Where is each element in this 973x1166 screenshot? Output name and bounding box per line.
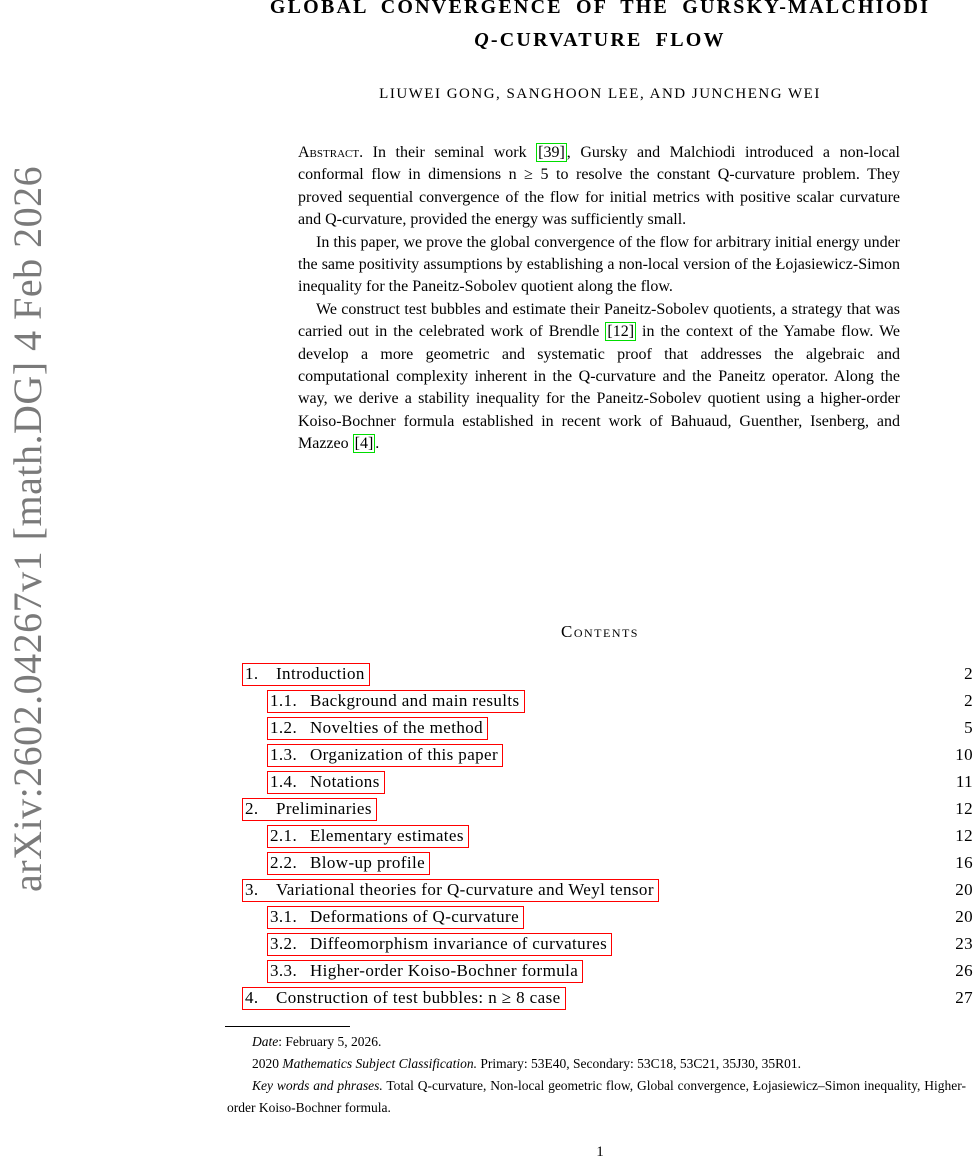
toc-number: 3.2. — [270, 934, 298, 953]
toc-number: 1.1. — [270, 691, 298, 710]
toc-page-number: 26 — [955, 961, 973, 980]
toc-page-number: 20 — [955, 880, 973, 899]
date-value: : February 5, 2026. — [278, 1034, 382, 1049]
citation-link[interactable]: [12] — [607, 323, 635, 341]
keywords-line — [227, 1075, 966, 1119]
toc-number: 1. — [245, 664, 259, 683]
toc-page-number: 10 — [955, 745, 973, 764]
toc-entry — [242, 933, 973, 960]
abstract-label: Abstract. — [298, 144, 373, 161]
toc-label: Higher-order Koiso-Bochner formula — [310, 961, 579, 980]
paper-title-q: Q — [474, 29, 491, 51]
toc-label: Construction of test bubbles: n ≥ 8 case — [276, 988, 561, 1007]
msc-line — [227, 1053, 966, 1075]
arxiv-watermark: arXiv:2602.04267v1 [math.DG] 4 Feb 2026 — [5, 165, 50, 892]
toc-number: 1.3. — [270, 745, 298, 764]
toc-number: 1.2. — [270, 718, 298, 737]
msc-year: 2020 — [252, 1056, 283, 1071]
toc-entry — [242, 906, 973, 933]
date-line — [227, 1031, 966, 1053]
toc-link[interactable] — [242, 987, 566, 1010]
toc-number: 4. — [245, 988, 259, 1007]
toc-label: Blow-up profile — [310, 853, 426, 872]
msc-label: Mathematics Subject Classification. — [282, 1056, 477, 1071]
toc-page-number: 20 — [955, 907, 973, 926]
toc-label: Background and main results — [310, 691, 520, 710]
toc-link[interactable] — [242, 798, 377, 821]
abstract-paragraph: In this paper, we prove the global convergence of the flow for arbitrary initial energy under the same positivity assumptions by establishing a non-local version of the Łojasiewicz-Simon inequality for the Paneitz-Sobolev quotient along the flow. — [298, 233, 900, 296]
date-label: Date — [252, 1034, 279, 1049]
footnote-rule — [225, 1026, 350, 1027]
abstract-paragraph: We construct test bubbles and estimate their Paneitz-Sobolev quotients, a strategy that was carried out in the celebrated work of Brendle [12] in the context of the Yamabe flow. We develop a more geometric and systematic proof that addresses the algebraic and computational complexity inherent in the Q-curvature and the Paneitz operator. Along the way, we derive a stability inequality for the Paneitz-Sobolev quotient using a higher-order Koiso-Bochner formula established in recent work of Bahuaud, Guenther, Isenberg, and Mazzeo [4] . — [298, 300, 900, 453]
toc-link[interactable] — [267, 690, 525, 713]
citation-link[interactable]: [4] — [354, 435, 374, 453]
toc-link[interactable] — [267, 744, 503, 767]
toc-page-number: 16 — [955, 853, 973, 872]
toc-label: Variational theories for Q-curvature and Weyl tensor — [276, 880, 654, 899]
toc-label: Organization of this paper — [310, 745, 499, 764]
toc-label: Notations — [310, 772, 380, 791]
toc-link[interactable] — [267, 933, 612, 956]
toc-link[interactable] — [242, 663, 370, 686]
toc-link[interactable] — [267, 717, 488, 740]
toc-number: 2.2. — [270, 853, 298, 872]
msc-codes: Primary: 53E40, Secondary: 53C18, 53C21, 35J30, 35R01. — [476, 1056, 801, 1071]
citation-link[interactable]: [39] — [538, 144, 565, 161]
keywords-label: Key words and phrases. — [252, 1078, 383, 1093]
toc-entry — [242, 717, 973, 744]
toc-entry — [242, 825, 973, 852]
paper-title-line2-rest: -CURVATURE FLOW — [490, 29, 726, 51]
toc-entry — [242, 798, 973, 825]
footnotes — [227, 1031, 966, 1119]
contents-heading: Contents — [560, 622, 639, 641]
toc-entry — [242, 987, 973, 1014]
toc-page-number: 12 — [955, 826, 973, 845]
toc-label: Preliminaries — [276, 799, 372, 818]
toc-page-number: 12 — [955, 799, 973, 818]
toc-entry — [242, 690, 973, 717]
toc-entry — [242, 852, 973, 879]
authors-line: LIUWEI GONG, SANGHOON LEE, AND JUNCHENG WEI — [379, 86, 821, 102]
toc-entry — [242, 960, 973, 987]
paper-title-line2 — [230, 24, 970, 57]
toc-list — [242, 663, 973, 1014]
toc-label: Deformations of Q-curvature — [310, 907, 520, 926]
toc-link[interactable] — [242, 879, 659, 902]
toc-page-number: 2 — [964, 691, 973, 710]
toc-page-number: 2 — [964, 664, 973, 683]
toc-link[interactable] — [267, 771, 385, 794]
abstract-paragraph: Abstract. In their seminal work [39] , Gursky and Malchiodi introduced a non-local conformal flow in dimensions n ≥ 5 to resolve the constant Q-curvature problem. They proved sequential convergence of the flow for initial metrics with positive scalar curvature and Q-curvature, provided the energy was sufficiently small. — [298, 144, 901, 229]
toc-link[interactable] — [267, 825, 469, 848]
toc-label: Novelties of the method — [310, 718, 484, 737]
paper-title-line1: GLOBAL CONVERGENCE OF THE GURSKY-MALCHIODI — [269, 0, 931, 18]
toc-number: 1.4. — [270, 772, 298, 791]
toc-number: 3.3. — [270, 961, 298, 980]
paper-title — [230, 0, 970, 57]
toc-label: Diffeomorphism invariance of curvatures — [310, 934, 608, 953]
toc-number: 3.1. — [270, 907, 298, 926]
toc-label: Introduction — [276, 664, 365, 683]
toc-page-number: 27 — [955, 988, 973, 1007]
toc-page-number: 23 — [955, 934, 973, 953]
toc-page-number: 5 — [964, 718, 973, 737]
abstract-paragraphs — [298, 142, 900, 456]
toc-link[interactable] — [267, 906, 524, 929]
toc-entry — [242, 663, 973, 690]
toc-entry — [242, 879, 973, 906]
toc-link[interactable] — [267, 960, 583, 983]
toc-label: Elementary estimates — [310, 826, 464, 845]
toc-number: 3. — [245, 880, 259, 899]
abstract — [298, 142, 900, 456]
toc-entry — [242, 744, 973, 771]
toc-number: 2. — [245, 799, 259, 818]
toc-page-number: 11 — [955, 772, 973, 791]
toc-entry — [242, 771, 973, 798]
keywords-value: Total Q-curvature, Non-local geometric flow, Global convergence, Łojasiewicz–Simon inequality, Higher-order Koiso-Bochner formula. — [227, 1078, 966, 1115]
page-number: 1 — [596, 1144, 604, 1160]
toc-number: 2.1. — [270, 826, 298, 845]
toc-link[interactable] — [267, 852, 430, 875]
